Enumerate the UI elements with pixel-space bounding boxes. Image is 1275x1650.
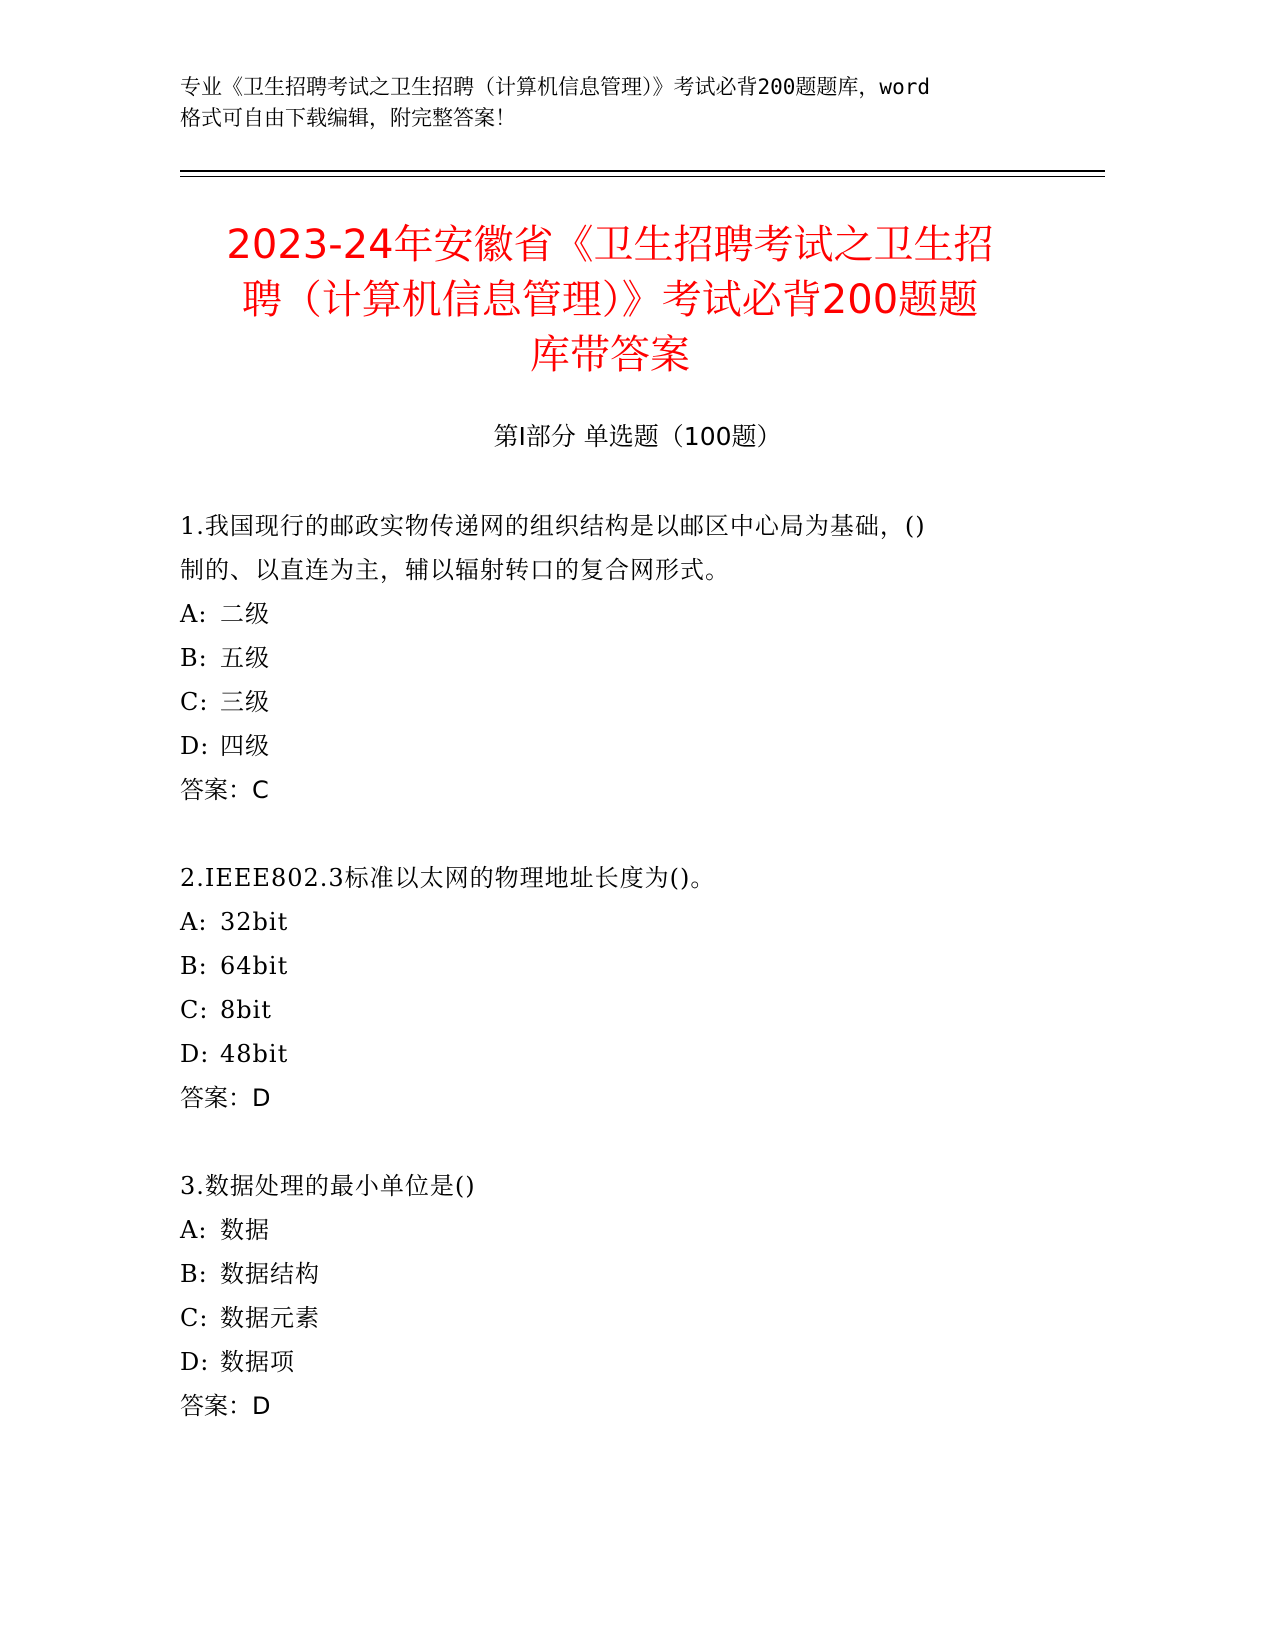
answer-line: 答案：D <box>180 1392 271 1420</box>
option-a <box>180 592 1080 636</box>
header-note-line-2: 格式可自由下载编辑，附完整答案！ <box>180 106 516 130</box>
question-1 <box>180 504 1080 812</box>
option-text: 四级 <box>220 732 270 760</box>
option-key: D: <box>180 1040 210 1068</box>
header-note-line-1: 专业《卫生招聘考试之卫生招聘（计算机信息管理）》考试必背200题题库，word <box>180 75 930 99</box>
option-text: 8bit <box>220 996 272 1024</box>
option-b <box>180 636 1080 680</box>
option-key: A: <box>180 1216 208 1244</box>
option-d <box>180 1340 1080 1384</box>
option-text: 数据结构 <box>220 1260 320 1288</box>
answer-line: 答案：C <box>180 776 269 804</box>
header-divider-thin <box>180 176 1105 177</box>
option-b <box>180 944 1080 988</box>
question-stem-line: 2.IEEE802.3标准以太网的物理地址长度为()。 <box>180 864 716 892</box>
option-key: B: <box>180 952 208 980</box>
document-title-line-3: 库带答案 <box>530 332 690 378</box>
question-stem <box>180 504 1080 592</box>
question-stem-line: 制的、以直连为主，辅以辐射转口的复合网形式。 <box>180 556 730 584</box>
answer-line: 答案：D <box>180 1084 271 1112</box>
option-key: B: <box>180 1260 208 1288</box>
option-key: C: <box>180 996 209 1024</box>
section-title: 第Ⅰ部分 单选题（100题） <box>493 422 782 451</box>
option-a <box>180 1208 1080 1252</box>
option-key: C: <box>180 688 209 716</box>
option-text: 三级 <box>220 688 270 716</box>
header-divider-thick <box>180 170 1105 172</box>
question-stem-line: 1.我国现行的邮政实物传递网的组织结构是以邮区中心局为基础，() <box>180 512 926 540</box>
document-title-line-1: 2023-24年安徽省《卫生招聘考试之卫生招 <box>226 222 994 268</box>
option-d <box>180 1032 1080 1076</box>
question-3 <box>180 1164 1080 1428</box>
option-c <box>180 1296 1080 1340</box>
question-stem <box>180 856 1080 900</box>
option-c <box>180 988 1080 1032</box>
option-d <box>180 724 1080 768</box>
option-key: A: <box>180 600 208 628</box>
option-text: 64bit <box>220 952 289 980</box>
header-note <box>180 72 1060 134</box>
option-key: A: <box>180 908 208 936</box>
option-text: 五级 <box>220 644 270 672</box>
option-key: D: <box>180 1348 210 1376</box>
option-text: 数据元素 <box>220 1304 320 1332</box>
question-2 <box>180 856 1080 1120</box>
document-title <box>160 218 1060 383</box>
document-title-line-2: 聘（计算机信息管理）》考试必背200题题 <box>241 277 979 323</box>
option-key: D: <box>180 732 210 760</box>
option-key: C: <box>180 1304 209 1332</box>
option-c <box>180 680 1080 724</box>
option-text: 数据 <box>220 1216 270 1244</box>
question-stem-line: 3.数据处理的最小单位是() <box>180 1172 476 1200</box>
option-a <box>180 900 1080 944</box>
option-text: 二级 <box>220 600 270 628</box>
option-b <box>180 1252 1080 1296</box>
option-key: B: <box>180 644 208 672</box>
option-text: 48bit <box>220 1040 289 1068</box>
question-list <box>180 504 1080 1472</box>
option-text: 32bit <box>220 908 289 936</box>
question-stem <box>180 1164 1080 1208</box>
option-text: 数据项 <box>220 1348 295 1376</box>
